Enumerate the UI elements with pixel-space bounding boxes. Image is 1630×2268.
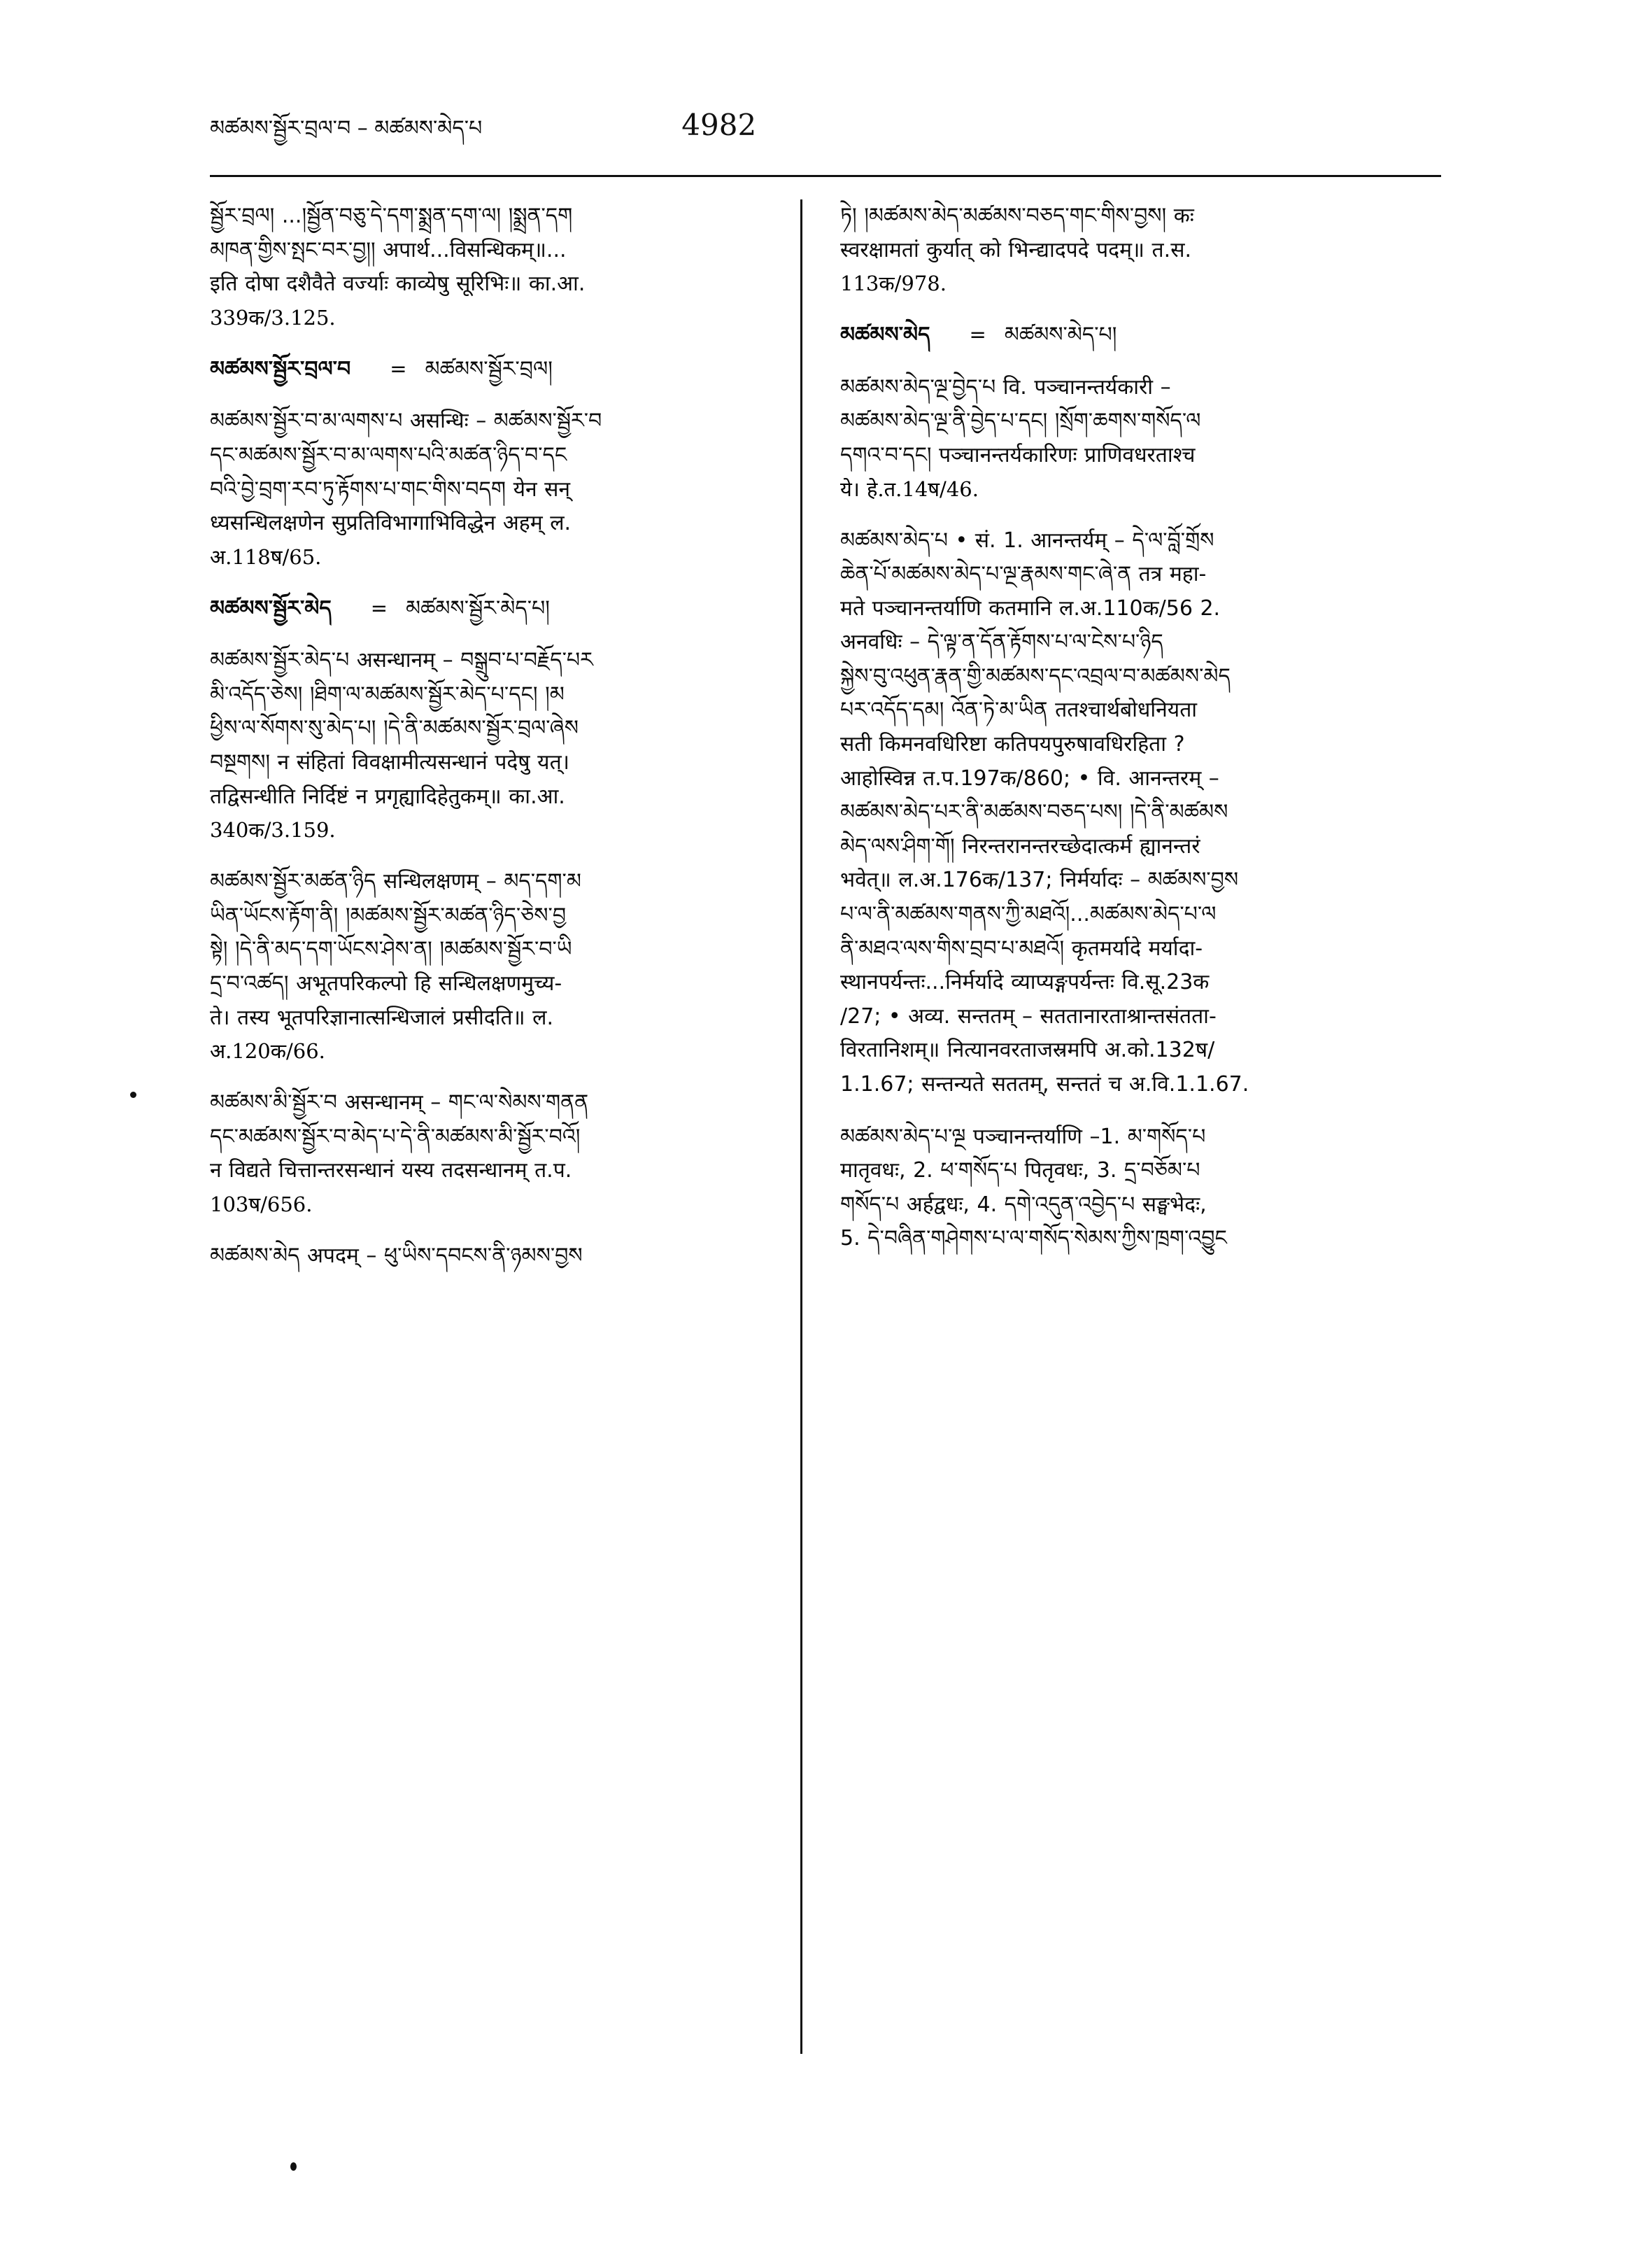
entry-asandhanam: [210, 644, 772, 847]
entry-line: ནི་མཐའ་ལས་གིས་བྲབ་པ་མཐའོ། कृतमर्यादे मर्यादा-: [840, 936, 1203, 961]
entry-line: མཚམས་མེད་པར་ནི་མཚམས་བཅད་པས། །དེ་ནི་མཚམས: [840, 800, 1228, 825]
entry-line: མཚམས་སྦྱོར་མེད་པ असन्धानम् – བསྒྲུབ་པ་བརྗོད་པར: [210, 648, 593, 673]
entry-line: སྦྱོར་བྲལ། ...།སྦྱོན་བཅུ་དེ་དག་སྨྲན་དག་ལ། །སྨྲན་དག: [210, 204, 573, 228]
entry-line: ཕྱིས་ལ་སོགས་སུ་མེད་པ། །དེ་ནི་མཚམས་སྦྱོར་བྲལ་ཞེས: [210, 716, 579, 741]
entry-line: मते पञ्चानन्तर्याणि कतमानि ल.अ.110क/56 2.: [840, 596, 1221, 621]
entry-line: ཆེན་པོ་མཚམས་མེད་པ་ལྔ་རྣམས་གང་ཞེ་ན तत्र महा-: [840, 562, 1207, 587]
entry-reference: 340क/3.159.: [210, 818, 336, 843]
right-column: [812, 199, 1393, 2054]
entry-line: མཚམས་མེད་ལྔ་ནི་བྱེད་པ་དང། །སྲོག་ཆགས་གསོད་ལ: [840, 409, 1201, 434]
entry-line: स्वरक्षामतां कुर्यात् को भिन्द्यादपदे पदम्॥ त.स.: [840, 237, 1192, 262]
entry-sandhilakshanam: [210, 865, 772, 1068]
entry-line: आहोस्विन्न त.प.197क/860; • वि. आनन्तरम् –: [840, 766, 1219, 791]
entry-reference: 339क/3.125.: [210, 305, 336, 330]
entry-line: सती किमनवधिरिष्टा कतिपयपुरुषावधिरहिता ?: [840, 732, 1185, 757]
entry-line: སྐྱེས་བུ་འཕུན་རྣན་གྱི་མཚམས་དང་འབྲལ་བ་མཚམས་མེད: [840, 663, 1231, 689]
entry-line: མཚམས་མེད་ལྔ་བྱེད་པ वि. पञ्चानन्तर्यकारी –: [840, 374, 1171, 400]
entry-line: དྲ་བ་འཚད། अभूतपरिकल्पो हि सन्धिलक्षणमुच्य-: [210, 971, 562, 996]
column-divider: [800, 199, 802, 2054]
entry-line: विरतानिशम्॥ नित्यानवरताजस्रमपि अ.को.132ष/: [840, 1038, 1215, 1063]
entry-line: མཚམས་སྦྱོར་བ་མ་ལགས་པ असन्धिः – མཚམས་སྦྱོར་བ: [210, 409, 602, 434]
entry-line: ध्यसन्धिलक्षणेन सुप्रतिविभागाभिविद्धेन अहम् ल.: [210, 511, 572, 536]
entry-line: इति दोषा दशैवैते वर्ज्याः काव्येषु सूरिभिः॥ का.आ.: [210, 272, 586, 297]
entry-reference: 113क/978.: [840, 272, 947, 296]
page-speck: [290, 2162, 297, 2171]
entry-line: མེད་ལས་ཤིག་གོ། निरन्तरानन्तरच्छेदात्कर्म ह्यानन्तरं: [840, 833, 1200, 859]
equals-sign: =: [390, 356, 407, 381]
entry-tshams-med-pa-main: [840, 524, 1393, 1102]
page-content: [210, 105, 1441, 2134]
entry-line: དང་མཚམས་སྦྱོར་བ་མེད་པ་དེ་ནི་མཚམས་མི་སྦྱོར་བའོ།: [210, 1124, 581, 1149]
entry-line: 1.1.67; सन्तन्यते सततम्, सन्ततं च अ.वि.1.1.67.: [840, 1072, 1249, 1097]
entry-line: ཡིན་ཡོངས་རྟོག་ནི། །མཚམས་སྦྱོར་མཚན་ཉིད་ཅེས་བྱ: [210, 903, 567, 928]
entry-line: བའི་བྱེ་བྲག་རབ་ཏུ་རྟོགས་པ་གང་གིས་བདག येन सन्: [210, 477, 571, 502]
running-head: མཚམས་སྦྱོར་བྲལ་བ – མཚམས་མེད་པ: [210, 116, 483, 141]
entry-asandhi: [210, 404, 772, 573]
entry-tshams-med: [840, 318, 1393, 353]
entry-line: མི་འདོད་ཅེས། །ཐིག་ལ་མཚམས་སྦྱོར་མེད་པ་དང། །མ: [210, 682, 565, 707]
entry-line: तद्विसन्धीति निर्दिष्टं न प्रगृह्यादिहेतुकम्॥ का.आ.: [210, 784, 565, 809]
entry-mi-jor-ba: [210, 1086, 772, 1221]
entry-reference: 103ष/656.: [210, 1192, 313, 1216]
entry-line: གསོད་པ अर्हद्वधः, 4. དགེ་འདུན་འབྱེད་པ सङ्घभेदः,: [840, 1192, 1207, 1217]
entry-line: མཚམས་མེད་པ • सं. 1. आनन्तर्यम् – དེ་ལ་བློ་གྲོས: [840, 528, 1214, 553]
entry-tshams-jor-drel-ba: [210, 353, 772, 387]
cross-reference: མཚམས་སྦྱོར་བྲལ།: [425, 356, 553, 381]
entry-line: པར་འདོད་དམ། འོན་ཏེ་མ་ཡིན ततश्चार्थबोधनियता: [840, 698, 1198, 723]
entry-reference: ये। हे.त.14ष/46.: [840, 477, 979, 501]
entry-line: 5. དེ་བཞིན་གཤེགས་པ་ལ་གསོད་སེམས་ཀྱིས་ཁྲག་འབྱུང: [840, 1226, 1227, 1251]
entry-line: མཁན་གྱིས་སྤང་བར་བྱ།། अपार्थ...विसन्धिकम्॥...: [210, 237, 567, 262]
entry-line: མཚམས་མི་སྦྱོར་བ असन्धानम् – གང་ལ་སེམས་གནན: [210, 1090, 589, 1115]
entry-line: མཚམས་མེད अपदम् – ཕུ་ཡིས་དབངས་ནི་ཉམས་བྱས: [210, 1243, 583, 1268]
entry-line: न विद्यते चित्तान्तरसन्धानं यस्य तदसन्धानम् त.प.: [210, 1158, 572, 1183]
entry-line: भवेत्॥ ल.अ.176क/137; निर्मर्यादः – མཚམས་བྱས: [840, 868, 1239, 893]
page-header: [210, 105, 1441, 168]
entry-reference: अ.120क/66.: [210, 1039, 325, 1064]
cross-reference: མཚམས་སྦྱོར་མེད་པ།: [406, 596, 550, 621]
cross-reference: མཚམས་མེད་པ།: [1004, 323, 1117, 348]
headword: མཚམས་སྦྱོར་བྲལ་བ: [210, 356, 351, 381]
entry-line: मातृवधः, 2. ཕ་གསོད་པ पितृवधः, 3. དྲ་བཅོམ་པ: [840, 1158, 1200, 1183]
entry-apadam: [210, 1239, 772, 1274]
entry-tshams-jor-med: [210, 592, 772, 626]
equals-sign: =: [969, 323, 986, 347]
entry-line: མཚམས་མེད་པ་ལྔ पञ्चानन्तर्याणि –1. མ་གསོད་པ: [840, 1124, 1206, 1149]
entry-line: स्थानपर्यन्तः...निर्मर्यादे व्याप्यङ्गपर्यन्तः वि.सू.23क: [840, 970, 1210, 995]
entry-reference: अ.118ष/65.: [210, 544, 322, 569]
headword: མཚམས་མེད: [840, 323, 930, 348]
page-speck: [130, 1092, 136, 1098]
entry-line: པ་ལ་ནི་མཚམས་གནས་ཀྱི་མཐའོ།...མཚམས་མེད་པ་ལ: [840, 902, 1217, 927]
entry-line: དགའ་བ་དང། पञ्चानन्तर्यकारिणः प्राणिवधरताश्च: [840, 442, 1196, 467]
page-number: 4982: [681, 108, 757, 142]
entry-line: /27; • अव्य. सन्ततम् – सततानारताश्रान्तसंतता-: [840, 1003, 1217, 1029]
entry-panchanantaryakari: [840, 371, 1393, 506]
entry-line: སྟེ། །དེ་ནི་མད་དག་ཡོངས་ཤེས་ན། །མཚམས་སྦྱོར་བ་ཡི: [210, 937, 572, 962]
entry-line: དང་མཚམས་སྦྱོར་བ་མ་ལགས་པའི་མཚན་ཉིད་བ་དང: [210, 442, 567, 467]
entry-line: ते। तस्य भूतपरिज्ञानात्सन्धिजालं प्रसीदति॥ ल.: [210, 1005, 554, 1030]
entry-line: ཏེ། །མཚམས་མེད་མཚམས་བཅད་གང་གིས་བྱས། कः: [840, 204, 1194, 228]
entry-continuation-top-right: [840, 199, 1393, 300]
equals-sign: =: [370, 596, 388, 620]
entry-line: བསྔགས། न संहितां विवक्षामीत्यसन्धानं पदेषु यत्।: [210, 750, 570, 775]
two-column-body: [210, 199, 1441, 2054]
header-rule: [210, 175, 1441, 177]
entry-tshams-med-pa-lnga: [840, 1120, 1393, 1256]
entry-line: अनवधिः – དེ་ལྟ་ན་དོན་རྟོགས་པ་ལ་ངེས་པ་ཉིད: [840, 630, 1163, 655]
entry-continuation-top: [210, 199, 772, 334]
entry-line: མཚམས་སྦྱོར་མཚན་ཉིད सन्धिलक्षणम् – མད་དག་མ: [210, 869, 581, 894]
left-column: [210, 199, 791, 2054]
headword: མཚམས་སྦྱོར་མེད: [210, 596, 332, 621]
